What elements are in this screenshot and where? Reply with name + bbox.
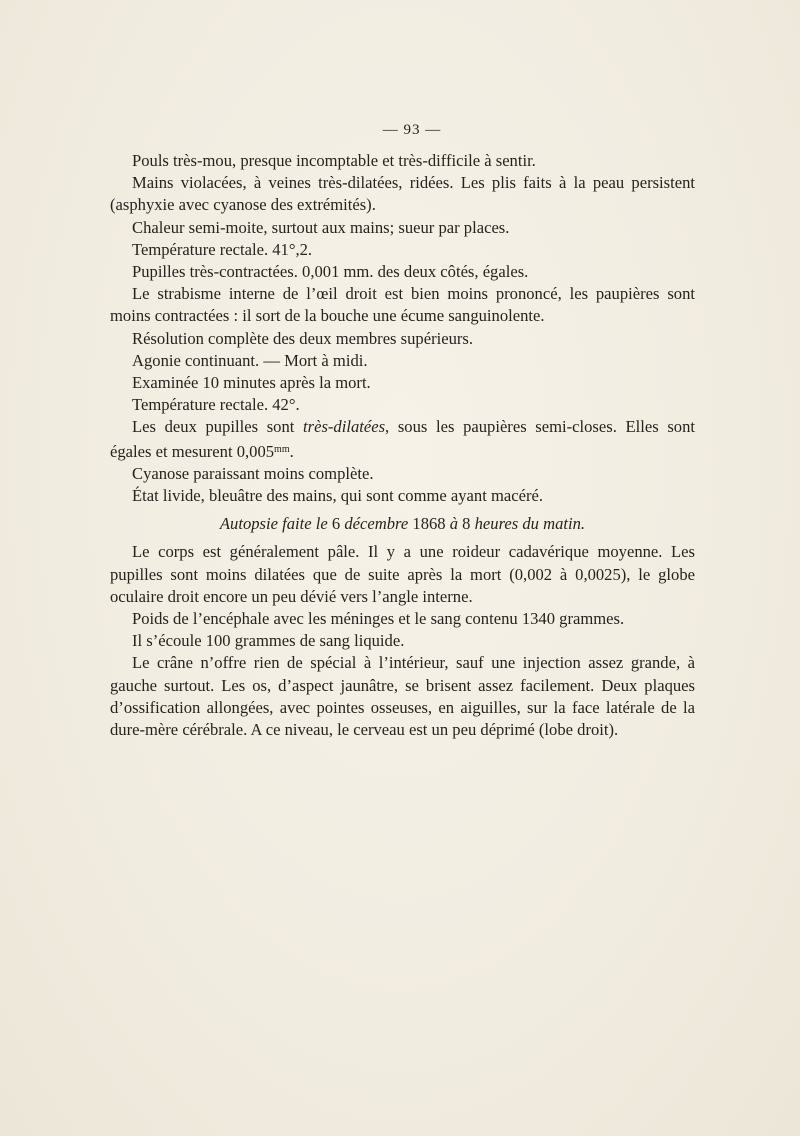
paragraph: Il s’écoule 100 grammes de sang liquide.	[132, 631, 405, 651]
heading-number: 1868	[412, 514, 446, 534]
paragraph: Agonie continuant. — Mort à midi.	[132, 350, 368, 370]
paragraph: Pupilles très-contractées. 0,001 mm. des deux côtés, égales.	[132, 262, 529, 282]
paragraph: Poids de l’encéphale avec les méninges et le sang contenu 1340 grammes.	[132, 609, 625, 629]
heading-run: décembre	[340, 514, 413, 534]
paragraph: Température rectale. 41°,2.	[132, 239, 313, 259]
paragraph: État livide, bleuâtre des mains, qui sont comme ayant macéré.	[132, 486, 544, 506]
paragraph: Chaleur semi-moite, surtout aux mains; sueur par places.	[132, 217, 510, 237]
heading-number: 6	[331, 514, 341, 534]
paragraph: Le crâne n’offre rien de spécial à l’intérieur, sauf une injection assez grande, à gauche surtout. Les os, d’aspect jaunâtre, se brisent assez facilement. Deux plaques d’ossification allongées, avec pointes osseuses, en aiguilles, sur la face latérale de la dure-mère cérébrale. A ce niveau, le cerveau est un peu déprimé (lobe droit).	[110, 653, 695, 740]
paragraph	[110, 416, 695, 462]
paragraph: Température rectale. 42°.	[132, 395, 300, 415]
paragraph: Cyanose paraissant moins complète.	[132, 463, 374, 483]
page-number: — 93 —	[382, 122, 442, 138]
paragraph: Le strabisme interne de l’œil droit est bien moins prononcé, les paupières sont moins contractées : il sort de la bouche une écume sanguinolente.	[110, 284, 695, 326]
heading-run: Autopsie faite le	[219, 514, 332, 534]
paragraph: Pouls très-mou, presque incomptable et très-difficile à sentir.	[132, 151, 536, 170]
paragraph: Résolution complète des deux membres supérieurs.	[132, 328, 474, 348]
body-text	[110, 150, 695, 741]
paragraph: Le corps est généralement pâle. Il y a une roideur cadavérique moyenne. Les pupilles sont moins dilatées que de suite après la mort (0,002 à 0,0025), le globe oculaire droit encore un peu dévié vers l’angle interne.	[110, 542, 695, 606]
paragraph: Examinée 10 minutes après la mort.	[132, 373, 371, 393]
paragraph: Mains violacées, à veines très-dilatées, ridées. Les plis faits à la peau persistent (asphyxie avec cyanose des extrémités).	[110, 173, 695, 215]
heading-run: heures du matin.	[470, 514, 586, 534]
superscript-unit: mm	[274, 443, 290, 455]
text-run: Les deux pupilles sont	[132, 417, 304, 437]
heading-number: 8	[462, 514, 471, 534]
italic-run: très-dilatées	[303, 417, 386, 437]
text-run: , sous les paupières semi-closes. Elles sont égales et mesurent 0,005	[110, 417, 695, 461]
section-heading	[110, 513, 695, 535]
text-run: .	[289, 441, 294, 461]
heading-run: à	[445, 514, 463, 534]
